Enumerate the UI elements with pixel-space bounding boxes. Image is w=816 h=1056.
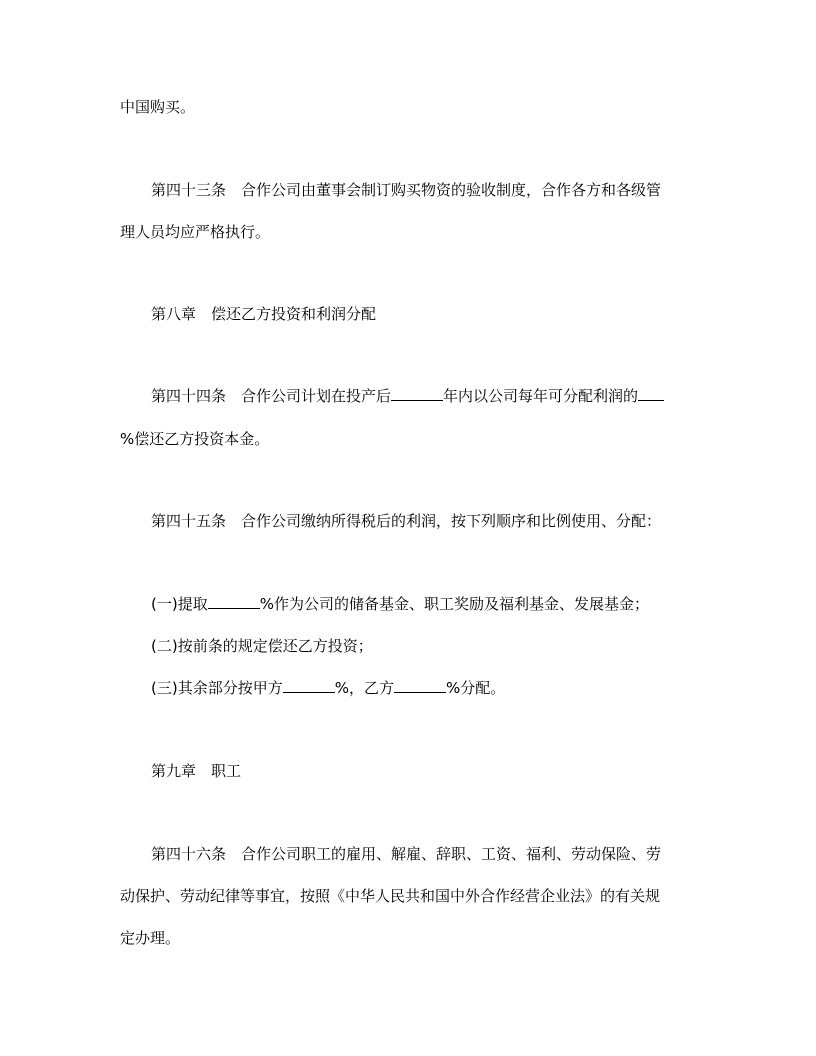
- list-item-1-text-b: %作为公司的储备基金、职工奖励及福利基金、发展基金；: [259, 595, 649, 613]
- article-46-line-3: 定办理。: [120, 929, 181, 947]
- list-item-2: (二)按前条的规定偿还乙方投资；: [151, 637, 373, 655]
- fill-in-blank: [283, 679, 335, 693]
- list-item-3-text-c: %分配。: [445, 679, 506, 697]
- list-item-3-text-a: (三)其余部分按甲方: [151, 679, 283, 697]
- fill-in-blank: [208, 595, 260, 609]
- article-44-text-a: 第四十四条 合作公司计划在投产后: [151, 387, 392, 405]
- list-item-3-text-b: %，乙方: [334, 679, 394, 697]
- fill-in-blank: [391, 387, 443, 401]
- article-43-line-1: 第四十三条 合作公司由董事会制订购买物资的验收制度，合作各方和各级管: [151, 181, 662, 199]
- chapter-8-heading: 第八章 偿还乙方投资和利润分配: [151, 305, 377, 323]
- article-46-line-2: 动保护、劳动纪律等事宜，按照《中华人民共和国中外合作经营企业法》的有关规: [120, 887, 661, 905]
- article-43-line-2: 理人员均应严格执行。: [120, 223, 271, 241]
- chapter-9-heading: 第九章 职工: [151, 762, 242, 780]
- article-45-line-1: 第四十五条 合作公司缴纳所得税后的利润，按下列顺序和比例使用、分配：: [151, 512, 662, 530]
- fill-in-blank: [394, 679, 446, 693]
- article-44-line-2: %偿还乙方投资本金。: [120, 430, 270, 448]
- paragraph-line: 中国购买。: [120, 98, 196, 116]
- list-item-3: [151, 679, 505, 697]
- article-46-line-1: 第四十六条 合作公司职工的雇用、解雇、辞职、工资、福利、劳动保险、劳: [151, 845, 662, 863]
- article-44-line-1: [151, 387, 664, 405]
- fill-in-blank: [638, 387, 664, 401]
- list-item-1: [151, 595, 649, 613]
- list-item-1-text-a: (一)提取: [151, 595, 208, 613]
- article-44-text-b: 年内以公司每年可分配利润的: [443, 387, 639, 405]
